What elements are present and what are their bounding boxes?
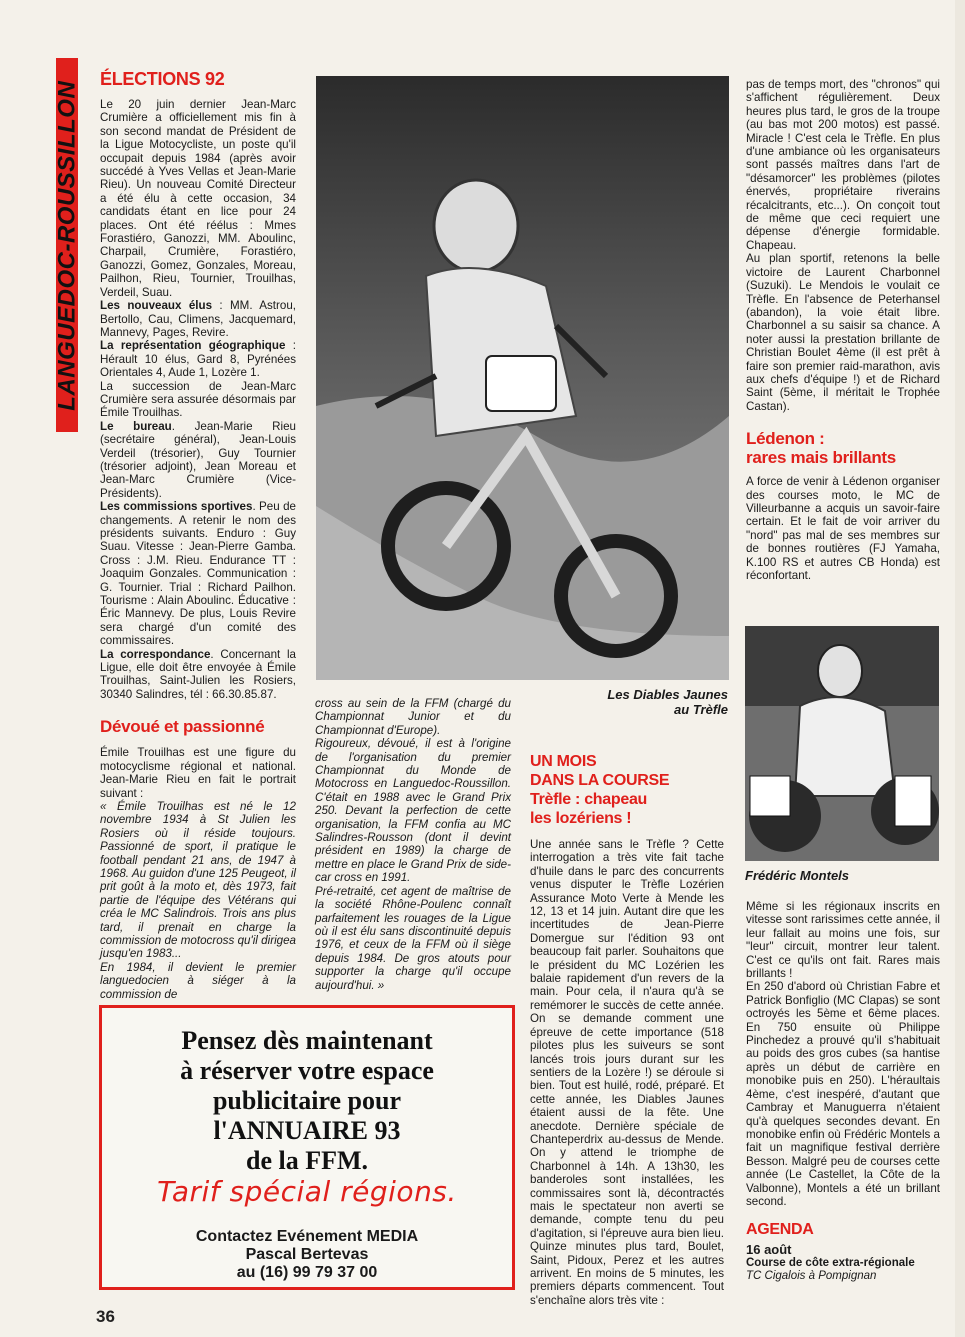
bureau-text: . Jean-Marie Rieu (secrétaire général), Jean-Louis Verdeil (trésorier), Guy Tournier (trésorier adjoint), Jean Moreau et Jean-Marc Crumière (Vice-Présidents).: [100, 419, 297, 500]
col4-p1: pas de temps mort, des "chronos" qui s'affichent régulièrement. Deux heures plus tard, le gros de la troupe (au bas mot 200 motos) est passé. Miracle ! C'est cela le Trèfle. En plus d'une ambiance où les organisateurs sont passés maîtres dans l'art de "désamorcer" les problèmes (pilotes énervés, propriétaire riverains récalcitrants, etc...). On conçoit tout de même que ceci requiert une dépense d'énergie formidable. Chapeau.: [746, 78, 940, 252]
representation-text: : Hérault 10 élus, Gard 8, Pyrénées Orientales 4, Aude 1, Lozère 1.: [100, 339, 296, 380]
elections-commissions: [100, 500, 296, 647]
nouveaux-label: Les nouveaux élus: [100, 299, 213, 313]
agenda-place: TC Cigalois à Pompignan: [746, 1270, 877, 1283]
ledenon-heading-2: rares mais brillants: [746, 448, 896, 468]
correspondance-text: . Concernant la Ligue, elle doit être envoyée à Émile Trouilhas, Saint-Julien les Rosiers, 30340 Salindres, tél : 66.30.85.87.: [100, 647, 296, 701]
mois-heading-2: DANS LA COURSE: [530, 772, 670, 789]
column-devoue-continued: [315, 697, 511, 992]
ad-contact: [102, 1228, 512, 1282]
elections-nouveaux: [100, 299, 296, 339]
mois-heading-4: les lozériens !: [530, 810, 632, 827]
montels-photo: [745, 626, 939, 861]
mois-heading-3: Trèfle : chapeau: [530, 791, 648, 808]
ad-line-2: à réserver votre espace: [180, 1056, 434, 1085]
photo-diables-jaunes: [316, 76, 729, 680]
commissions-text: . Peu de changements. A retenir le nom des présidents suivants. Enduro : Guy Suau. Vitesse : Jean-Pierre Gamba. Cross : J.M. Rieu. Endurance TT : Joaquim Gonzales. Communication : G. Tournier. Trial : Richard Pailhon. Tourisme : Alain Aboulinc. Éducative : Éric Mannevy. De plus, Louis Revire sera chargé d'un comité des commissaires.: [100, 500, 296, 648]
caption-line-1: Les Diables Jaunes: [607, 687, 728, 702]
photo-montels: [745, 626, 939, 861]
ad-contact-1: Contactez Evénement MEDIA: [195, 1228, 419, 1245]
correspondance-label: La correspondance: [100, 647, 211, 661]
ad-line-4: l'ANNUAIRE 93: [213, 1116, 401, 1145]
ad-line-1: Pensez dès maintenant: [181, 1026, 433, 1055]
agenda-date: 16 août: [746, 1242, 792, 1258]
elections-representation: [100, 339, 296, 379]
elections-bureau: [100, 420, 296, 500]
devoue-heading: Dévoué et passionné: [100, 717, 265, 737]
ad-contact-2: Pascal Bertevas: [245, 1246, 369, 1263]
ad-tarif: Tarif spécial régions.: [157, 1175, 457, 1208]
mois-heading-1: UN MOIS: [530, 753, 597, 770]
region-label: [38, 60, 96, 432]
bureau-label: Le bureau: [100, 419, 172, 433]
nouveaux-text: : MM. Astrou, Bertollo, Cau, Climens, Jacquemard, Mannevy, Pages, Revire.: [100, 299, 296, 339]
photo-caption-montels: Frédéric Montels: [745, 868, 850, 883]
col4-p2: Au plan sportif, retenons la belle victoire de Laurent Charbonnel (Suzuki). Le Mendois le voulait ce Trèfle. En l'absence de Peterhansel (abandon), la voie était libre. Charbonnel a su saisir sa chance. A noter aussi la prestation brillante de Christian Boulet 4ème (il est prêt à faire son premier raid-marathon, avis aux chefs d'équipe !) et de Richard Saint (5ème, il méritait le Trophée Castan).: [746, 252, 940, 413]
devoue-col2-p1: cross au sein de la FFM (chargé du Championnat Junior et du Championnat d'Europe).: [315, 697, 511, 737]
agenda-heading: AGENDA: [746, 1221, 814, 1239]
devoue-col2-p3: Pré-retraité, cet agent de maîtrise de la société Rhône-Poulenc connaît parfaitement les rouages de la Ligue où il est élu sans discontinuité depuis 1976, et ceux de la FFM où il siège depuis 1984. De gros atouts pour supporter la charge qu'il occupe aujourd'hui. »: [315, 884, 511, 992]
col4-p3: Même si les régionaux inscrits en vitesse sont rarissimes cette année, il leur fallait au moins une fois, sur "leur" circuit, montrer leur talent. C'est ce qu'ils ont fait. Rares mais brillants !: [746, 900, 940, 981]
photo-caption-main: [578, 687, 728, 717]
mois-heading: [530, 752, 724, 828]
column-right-lower: [746, 900, 940, 1284]
ledenon-text: A force de venir à Lédenon organiser des courses moto, le MC de Villeurbanne a acquis un savoir-faire certain. Et le fait de voir arriver du "nord" pas mal de ses membres sur de bonnes routières (FJ Yamaha, K.100 RS et autres CB Honda) est réconfortant.: [746, 475, 940, 582]
ad-line-3: publicitaire pour: [212, 1086, 402, 1115]
elections-intro: Le 20 juin dernier Jean-Marc Crumière a officiellement mis fin à son second mandat de Président de la Ligue Motocycliste, un poste qu'il occupait depuis 1984 (après avoir succédé à Yves Vellas et Jean-Marie Rieu). Un nouveau Comité Directeur a été élu à cette occasion, 34 candidats étant en lice pour 24 places. Ont été réélus : Mmes Forastiéro, Ganozzi, MM. Aboulinc, Charpail, Crumière, Forastiéro, Ganozzi, Gomez, Gonzales, Moreau, Pailhon, Rieu, Tournier, Trouilhas, Verdeil, Suau.: [100, 98, 296, 299]
agenda-event: Course de côte extra-régionale: [746, 1256, 915, 1269]
ad-title: [102, 1026, 512, 1176]
ad-line-5: de la FFM.: [245, 1146, 369, 1175]
region-title: LANGUEDOC-ROUSSILLON: [53, 81, 81, 411]
mois-text: Une année sans le Trèfle ? Cette interrogation a très vite fait tache d'huile dans le parc des concurrents venus disputer le Trèfle Lozérien Assurance Moto Verte à Mende les 12, 13 et 14 juin. Autant dire que les incertitudes de Jean-Pierre Domergue sur l'édition 93 ont beaucoup fait parler. Souhaitons que le président du MC Lozérien les balaie rapidement d'un revers de la main. Pour cela, il n'aura qu'à se remémorer le succès de cette année. On se demande comment une épreuve de cette importance (518 pilotes plus les suiveurs se sont lancés trois jours durant sur les sentiers de la Lozère !) se déroule si bien. Tout est huilé, rodé, préparé. Et cette année, les Diables Jaunes étaient aussi de la fête. Une anecdote. Dernière spéciale de Chanteperdrix au-dessus de Mende. On y attend le triomphe de Charbonnel à 14h. A 13h30, les banderoles sont installées, les commissaires sont là, décontractés mais le spectateur non averti se demande, compte tenu du peu d'agitation, si l'épreuve aura bien lieu. Quinze minutes plus tard, Boulet, Saint, Pidoux, Perez et les autres arrivent. En moins de 5 minutes, les premiers départs commencent. Tout s'enchaîne alors très vite :: [530, 838, 724, 1307]
column-elections: [100, 70, 296, 1001]
elections-succession: La succession de Jean-Marc Crumière sera assurée désormais par Émile Trouilhas.: [100, 379, 296, 420]
column-mois: [530, 752, 724, 1307]
caption-line-2: au Trèfle: [674, 702, 728, 717]
commissions-label: Les commissions sportives: [100, 500, 253, 514]
devoue-intro: Émile Trouilhas est une figure du motocyclisme régional et national. Jean-Marie Rieu en fait le portrait suivant :: [100, 746, 296, 800]
column-right: [746, 78, 940, 582]
ledenon-heading: [746, 429, 940, 467]
motocross-photo: [316, 76, 729, 680]
col4-p4: En 250 d'abord où Christian Fabre et Patrick Bonfiglio (MC Clapas) se sont octroyés les 5ème et 6ème places. En 750 ensuite où Philippe Pinchedez a prouvé qu'il s'habituait au poids des gros cubes (sa hantise après un début de carrière en monobike puis en 250). L'héraultais 4ème, c'est inespéré, d'autant que Cambray et Manuguerra n'étaient qu'à quelques secondes devant. En monobike enfin où Frédéric Montels a fait un magnifique festival derrière Besson. Malgré peu de courses cette année (Le Castellet, la Côte de la Valbonne), Montels a été un brillant second.: [746, 980, 940, 1208]
devoue-quote-1: « Émile Trouilhas est né le 12 novembre 1934 à St Julien les Rosiers où il réside toujours. Passionné de sport, il pratique le football pendant 21 ans, de 1947 à 1968. Au guidon d'une 125 Peugeot, il prit goût à la moto et, dès 1973, fait partie de l'équipe des Vétérans qui créa le MC Salindrois. Trois ans plus tard, il prenait en charge la commission de motocross qu'il dirigea jusqu'en 1983...: [100, 799, 296, 961]
page-number: 36: [96, 1307, 115, 1326]
devoue-quote-2: En 1984, il devient le premier languedocien à siéger à la commission de: [100, 960, 296, 1001]
ad-contact-3: au (16) 99 79 37 00: [236, 1264, 378, 1281]
elections-correspondance: [100, 648, 296, 702]
devoue-col2-p2: Rigoureux, dévoué, il est à l'origine de l'organisation du premier Championnat du Monde de Motocross en Languedoc-Roussillon. C'était en 1988 avec le Grand Prix 250. Devant la perfection de cette organisation, la FFM confia au MC Salindres-Rousson (dont il devint président en 1989) la charge de mettre en place le Grand Prix de side-car cross en 1991.: [315, 737, 511, 885]
representation-label: La représentation géographique: [100, 339, 286, 353]
annuaire-advertisement: [99, 1005, 515, 1290]
ledenon-heading-1: Lédenon :: [746, 429, 825, 449]
elections-heading: ÉLECTIONS 92: [100, 69, 225, 89]
page-edge: [955, 0, 965, 1337]
